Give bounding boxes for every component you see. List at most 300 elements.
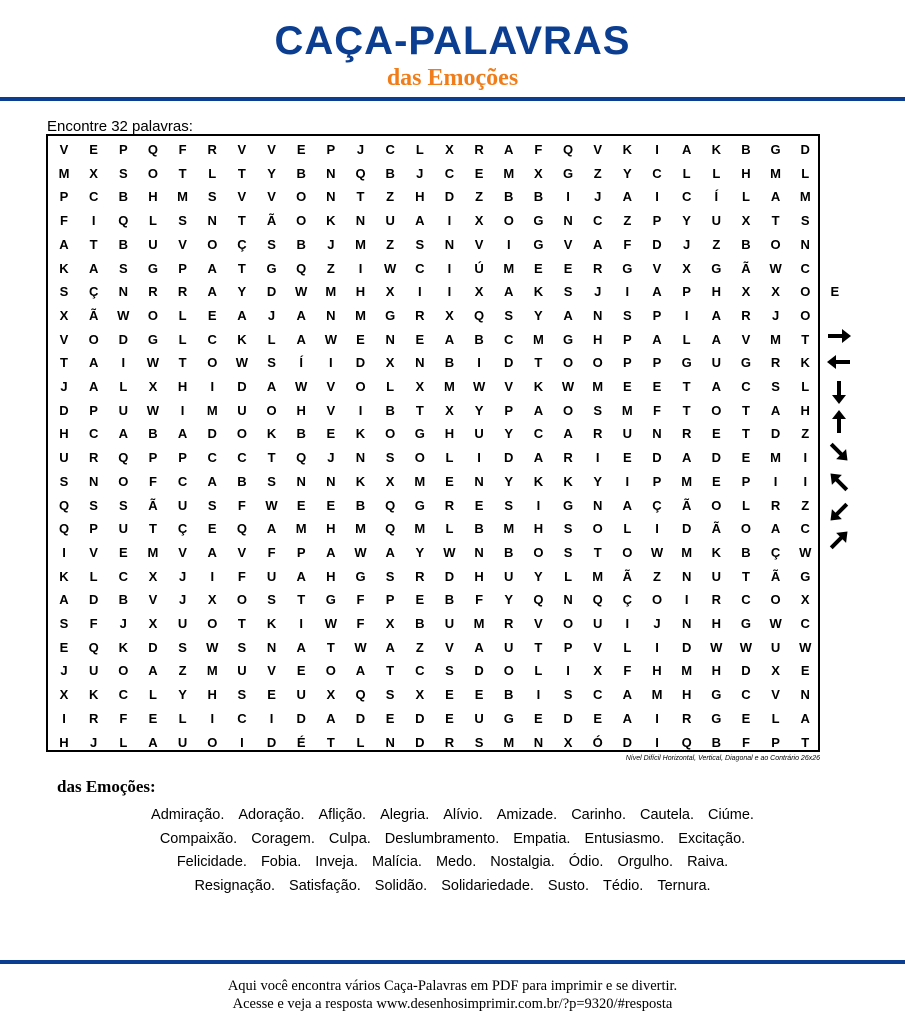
grid-cell: I (210, 710, 215, 726)
grid-cell: O (118, 473, 129, 489)
bottom-divider (0, 960, 905, 964)
grid-cell: U (296, 687, 306, 703)
grid-cell: O (147, 165, 158, 181)
grid-cell: S (385, 687, 395, 703)
grid-cell: D (444, 189, 455, 205)
grid-cell: J (594, 189, 602, 205)
grid-cell: Q (562, 142, 574, 157)
grid-cell: O (296, 189, 307, 205)
grid-cell: O (385, 426, 396, 442)
grid-cell: Q (355, 165, 366, 181)
grid-cell: C (385, 142, 395, 157)
grid-cell: O (651, 592, 663, 608)
grid-cell: K (533, 284, 544, 300)
grid-cell: T (741, 426, 750, 442)
grid-cell: K (88, 687, 99, 703)
grid-cell: N (800, 236, 810, 252)
grid-cell: A (504, 142, 514, 157)
grid-cell: Z (801, 497, 810, 513)
grid-cell: A (770, 189, 781, 205)
grid-cell: E (415, 592, 425, 608)
grid-cell: K (266, 616, 277, 631)
word-list-item: Alívio. (443, 807, 483, 823)
grid-cell: S (504, 307, 514, 323)
word-list-item: Alegria. (380, 807, 430, 823)
grid-cell: R (88, 710, 99, 726)
grid-cell: K (355, 473, 366, 489)
grid-cell: T (89, 236, 98, 252)
grid-cell: I (655, 189, 659, 205)
grid-cell: B (533, 189, 544, 205)
direction-arrows (822, 322, 862, 562)
grid-cell: R (444, 734, 455, 750)
grid-cell: N (326, 307, 336, 323)
grid-cell: A (474, 639, 484, 655)
word-list-item: Medo. (435, 854, 477, 870)
grid-cell: D (415, 710, 425, 726)
grid-cell: O (711, 402, 722, 418)
grid-cell: V (148, 592, 158, 608)
grid-cell: T (148, 521, 157, 537)
grid-cell: G (740, 616, 751, 631)
grid-cell: A (622, 189, 633, 205)
grid-cell: O (562, 402, 574, 418)
grid-cell: E (445, 687, 454, 703)
grid-cell: Y (623, 165, 632, 181)
grid-cell: N (326, 473, 336, 489)
grid-cell: I (477, 450, 481, 466)
grid-cell: E (296, 497, 306, 513)
grid-cell: U (444, 616, 455, 631)
word-list-heading: das Emoções: (57, 777, 156, 796)
grid-cell: N (474, 473, 484, 489)
grid-cell: T (741, 568, 750, 584)
grid-cell: Z (623, 213, 632, 229)
grid-cell: K (711, 142, 721, 157)
grid-cell: L (148, 213, 157, 229)
grid-cell: I (62, 544, 66, 560)
grid-cell: G (414, 497, 425, 513)
grid-cell: A (88, 379, 99, 394)
grid-cell: E (267, 687, 276, 703)
grid-cell: Q (118, 450, 129, 466)
grid-cell: O (592, 355, 603, 371)
grid-cell: V (178, 544, 187, 560)
grid-cell: J (683, 236, 691, 252)
grid-cell: P (623, 355, 632, 371)
grid-cell: Q (58, 497, 70, 513)
grid-cell: S (563, 284, 573, 300)
grid-cell: E (207, 307, 217, 323)
grid-cell: A (207, 260, 217, 276)
grid-cell: Q (385, 521, 396, 537)
grid-cell: N (444, 236, 455, 252)
grid-cell: R (177, 284, 188, 300)
grid-cell: A (237, 307, 247, 323)
grid-cell: O (207, 734, 218, 750)
grid-cell: U (88, 663, 99, 679)
grid-cell: C (237, 710, 247, 726)
grid-cell: I (506, 236, 511, 252)
grid-cell: Q (533, 592, 544, 608)
grid-cell: P (504, 402, 514, 418)
grid-cell: R (415, 568, 425, 584)
grid-cell: B (741, 236, 751, 252)
grid-cell: X (741, 213, 751, 229)
grid-cell: M (681, 663, 693, 679)
grid-cell: K (237, 331, 247, 347)
grid-cell: E (563, 260, 573, 276)
grid-cell: Ã (148, 497, 158, 513)
grid-cell: T (415, 402, 424, 418)
grid-cell: F (356, 616, 365, 631)
grid-cell: H (474, 568, 484, 584)
grid-cell: Z (653, 568, 661, 584)
grid-cell: T (237, 165, 246, 181)
grid-cell: D (681, 521, 692, 537)
grid-cell: M (592, 568, 604, 584)
grid-cell: I (803, 450, 808, 466)
grid-cell: D (770, 426, 781, 442)
word-list-item: Felicidade. (176, 854, 247, 870)
grid-cell: K (266, 426, 277, 442)
word-list-item: Tédio. (603, 878, 644, 894)
grid-cell: X (207, 592, 217, 608)
grid-cell: O (562, 616, 574, 631)
grid-cell: C (177, 473, 188, 489)
grid-cell: D (148, 639, 158, 655)
grid-cell: S (118, 497, 128, 513)
grid-cell: T (237, 616, 246, 631)
grid-cell: F (178, 142, 187, 157)
grid-cell: D (59, 402, 69, 418)
grid-cell: N (385, 331, 395, 347)
grid-cell: U (504, 568, 514, 584)
grid-cell: L (682, 331, 691, 347)
grid-cell: B (444, 592, 455, 608)
word-list-line (40, 829, 865, 849)
grid-cell: Í (299, 355, 303, 371)
grid-cell: I (595, 450, 600, 466)
grid-cell: F (356, 592, 365, 608)
footer-line-1: Aqui você encontra vários Caça-Palavras em PDF para imprimir e se divertir. (227, 978, 678, 994)
grid-cell: A (88, 260, 99, 276)
grid-cell: D (800, 142, 810, 157)
grid-cell: W (354, 639, 367, 655)
grid-cell: R (711, 592, 721, 608)
grid-cell: Q (681, 734, 692, 750)
grid-cell: B (296, 165, 306, 181)
grid-cell: Z (178, 663, 187, 679)
grid-cell: H (326, 568, 336, 584)
grid-cell: D (207, 426, 217, 442)
grid-cell: C (504, 331, 514, 347)
grid-cell: Ç (652, 497, 662, 513)
grid-cell: I (447, 284, 452, 300)
grid-cell: L (741, 189, 750, 205)
grid-cell: A (118, 426, 128, 442)
grid-cell: B (118, 189, 128, 205)
grid-cell: E (59, 639, 69, 655)
grid-cell: Y (504, 473, 514, 489)
instruction-text: Encontre 32 palavras: (47, 118, 193, 135)
grid-cell: S (178, 639, 187, 655)
grid-cell: D (444, 568, 455, 584)
grid-cell: F (741, 734, 750, 750)
grid-cell: V (652, 260, 662, 276)
grid-cell: I (625, 473, 630, 489)
grid-cell: V (59, 331, 69, 347)
grid-cell: S (207, 189, 217, 205)
grid-cell: H (652, 663, 662, 679)
grid-cell: S (385, 450, 395, 466)
grid-cell: D (415, 734, 425, 750)
grid-cell: B (355, 497, 366, 513)
grid-cell: W (295, 284, 308, 300)
grid-cell: X (534, 165, 543, 181)
word-list-item: Resignação. (194, 878, 276, 894)
word-list-item: Cautela. (640, 807, 695, 823)
grid-cell: L (682, 165, 691, 181)
grid-cell: S (237, 639, 247, 655)
grid-cell: T (534, 639, 543, 655)
grid-cell: A (681, 450, 692, 466)
grid-cell: M (147, 544, 159, 560)
grid-cell: B (741, 142, 751, 157)
grid-cell: J (60, 663, 68, 679)
grid-cell: U (237, 402, 247, 418)
word-list-item: Excitação. (678, 831, 746, 847)
grid-cell: E (148, 710, 158, 726)
grid-cell: M (799, 189, 811, 205)
grid-cell: W (206, 639, 219, 655)
grid-cell: V (474, 236, 484, 252)
grid-cell: C (533, 426, 544, 442)
grid-cell: Q (88, 639, 99, 655)
grid-cell: O (207, 616, 218, 631)
grid-cell: J (178, 592, 187, 608)
arrow-right-icon (822, 322, 856, 350)
word-list-line (40, 805, 865, 825)
grid-cell: E (474, 497, 484, 513)
grid-cell: G (355, 568, 366, 584)
grid-cell: C (118, 687, 128, 703)
word-list-item: Ternura. (657, 878, 711, 894)
grid-cell: T (801, 331, 810, 347)
grid-cell: I (536, 687, 541, 703)
grid-cell: F (653, 402, 661, 418)
grid-cell: U (148, 236, 158, 252)
grid-cell: M (295, 521, 307, 537)
grid-cell: Z (386, 189, 395, 205)
grid-cell: A (59, 236, 69, 252)
grid-cell: E (830, 284, 840, 300)
word-search-grid (46, 134, 840, 752)
grid-cell: W (769, 260, 782, 276)
grid-cell: B (474, 331, 484, 347)
grid-cell: N (118, 284, 128, 300)
grid-cell: S (623, 307, 632, 323)
grid-cell: P (771, 734, 780, 750)
grid-cell: K (59, 568, 69, 584)
grid-cell: B (415, 616, 425, 631)
grid-cell: Q (296, 260, 307, 276)
grid-cell: R (681, 710, 692, 726)
grid-cell: E (474, 165, 484, 181)
grid-cell: P (652, 307, 662, 323)
grid-cell: M (355, 521, 366, 537)
grid-cell: U (711, 355, 721, 371)
word-list-item: Culpa. (328, 831, 371, 847)
grid-cell: E (474, 687, 484, 703)
grid-cell: O (207, 236, 218, 252)
grid-cell: J (60, 379, 68, 394)
grid-cell: G (562, 497, 574, 513)
grid-cell: W (799, 639, 812, 655)
grid-cell: H (711, 284, 721, 300)
grid-cell: Ã (88, 307, 99, 323)
grid-cell: C (741, 592, 751, 608)
grid-cell: I (299, 616, 303, 631)
grid-cell: M (503, 521, 515, 537)
grid-cell: N (681, 616, 692, 631)
grid-cell: A (770, 402, 781, 418)
grid-cell: E (296, 663, 306, 679)
grid-cell: L (178, 307, 187, 323)
grid-cell: M (651, 687, 663, 703)
grid-cell: K (326, 213, 336, 229)
grid-cell: L (178, 710, 187, 726)
grid-cell: L (564, 568, 573, 584)
grid-cell: R (681, 426, 692, 442)
grid-cell: V (504, 379, 514, 394)
grid-cell: E (741, 450, 751, 466)
grid-cell: M (355, 236, 366, 252)
footer-line-2: Acesse e veja a resposta www.desenhosimprimir.com.br/?p=9320/#resposta (232, 996, 673, 1012)
grid-cell: L (623, 639, 632, 655)
word-list-item: Admiração. (151, 807, 225, 823)
grid-cell: S (445, 663, 454, 679)
grid-cell: J (90, 734, 98, 750)
grid-cell: Z (415, 639, 424, 655)
grid-cell: I (803, 473, 808, 489)
word-list-item: Ciúme. (708, 807, 754, 823)
grid-cell: R (592, 426, 603, 442)
grid-cell: I (210, 568, 215, 584)
grid-cell: W (799, 544, 812, 560)
grid-cell: G (533, 213, 544, 229)
grid-cell: A (415, 213, 425, 229)
grid-cell: V (267, 663, 276, 679)
grid-cell: N (800, 687, 810, 703)
grid-cell: D (652, 236, 662, 252)
grid-cell: M (770, 165, 782, 181)
grid-cell: T (593, 544, 602, 560)
grid-cell: N (652, 426, 662, 442)
grid-cell: P (652, 355, 662, 371)
grid-cell: E (593, 710, 603, 726)
grid-cell: P (682, 284, 691, 300)
word-list-line (40, 876, 865, 896)
grid-cell: M (325, 284, 337, 300)
grid-cell: G (414, 426, 425, 442)
grid-cell: U (177, 497, 188, 513)
grid-cell: X (771, 284, 780, 300)
grid-cell: O (800, 307, 811, 323)
grid-cell: G (562, 331, 574, 347)
grid-cell: O (770, 236, 781, 252)
grid-cell: W (650, 544, 664, 560)
grid-cell: U (711, 213, 721, 229)
grid-cell: D (622, 734, 633, 750)
grid-cell: B (444, 355, 455, 371)
grid-cell: T (386, 663, 395, 679)
grid-cell: U (592, 616, 603, 631)
grid-cell: U (711, 568, 721, 584)
grid-cell: Z (801, 426, 810, 442)
word-list-item: Fobia. (260, 854, 302, 870)
grid-cell: J (771, 307, 780, 323)
grid-cell: X (682, 260, 691, 276)
grid-cell: I (773, 473, 778, 489)
grid-cell: V (237, 142, 247, 157)
grid-cell: T (297, 592, 306, 608)
grid-cell: L (178, 331, 187, 347)
grid-cell: O (592, 521, 603, 537)
grid-cell: Q (118, 213, 129, 229)
grid-cell: I (655, 639, 659, 655)
grid-cell: K (622, 142, 633, 157)
grid-cell: Q (296, 450, 307, 466)
grid-cell: M (770, 331, 782, 347)
grid-cell: X (563, 734, 573, 750)
grid-cell: T (801, 734, 810, 750)
grid-cell: X (89, 165, 98, 181)
grid-cell: A (355, 663, 366, 679)
grid-cell: L (712, 165, 721, 181)
grid-cell: S (178, 213, 187, 229)
grid-cell: V (89, 544, 98, 560)
grid-cell: E (741, 710, 751, 726)
grid-cell: G (503, 710, 514, 726)
word-list-item: Nostalgia. (490, 854, 555, 870)
grid-cell: Y (267, 165, 276, 181)
grid-cell: X (593, 663, 603, 679)
grid-cell: M (206, 402, 218, 418)
word-list-item: Coragem. (251, 831, 315, 847)
grid-cell: F (475, 592, 484, 608)
grid-cell: M (58, 165, 70, 181)
grid-cell: B (711, 734, 721, 750)
grid-cell: E (652, 379, 662, 394)
grid-cell: W (769, 616, 782, 631)
grid-cell: W (472, 379, 486, 394)
grid-cell: N (533, 734, 544, 750)
grid-cell: S (267, 355, 276, 371)
grid-cell: P (296, 544, 306, 560)
grid-cell: Y (593, 473, 603, 489)
grid-cell: T (682, 402, 691, 418)
grid-cell: G (711, 687, 722, 703)
grid-cell: E (326, 497, 336, 513)
grid-cell: S (800, 213, 810, 229)
grid-cell: M (770, 450, 782, 466)
grid-cell: R (770, 355, 781, 371)
grid-cell: S (474, 734, 484, 750)
arrow-up-left-icon (822, 468, 856, 496)
grid-cell: A (800, 710, 810, 726)
grid-cell: O (740, 521, 751, 537)
